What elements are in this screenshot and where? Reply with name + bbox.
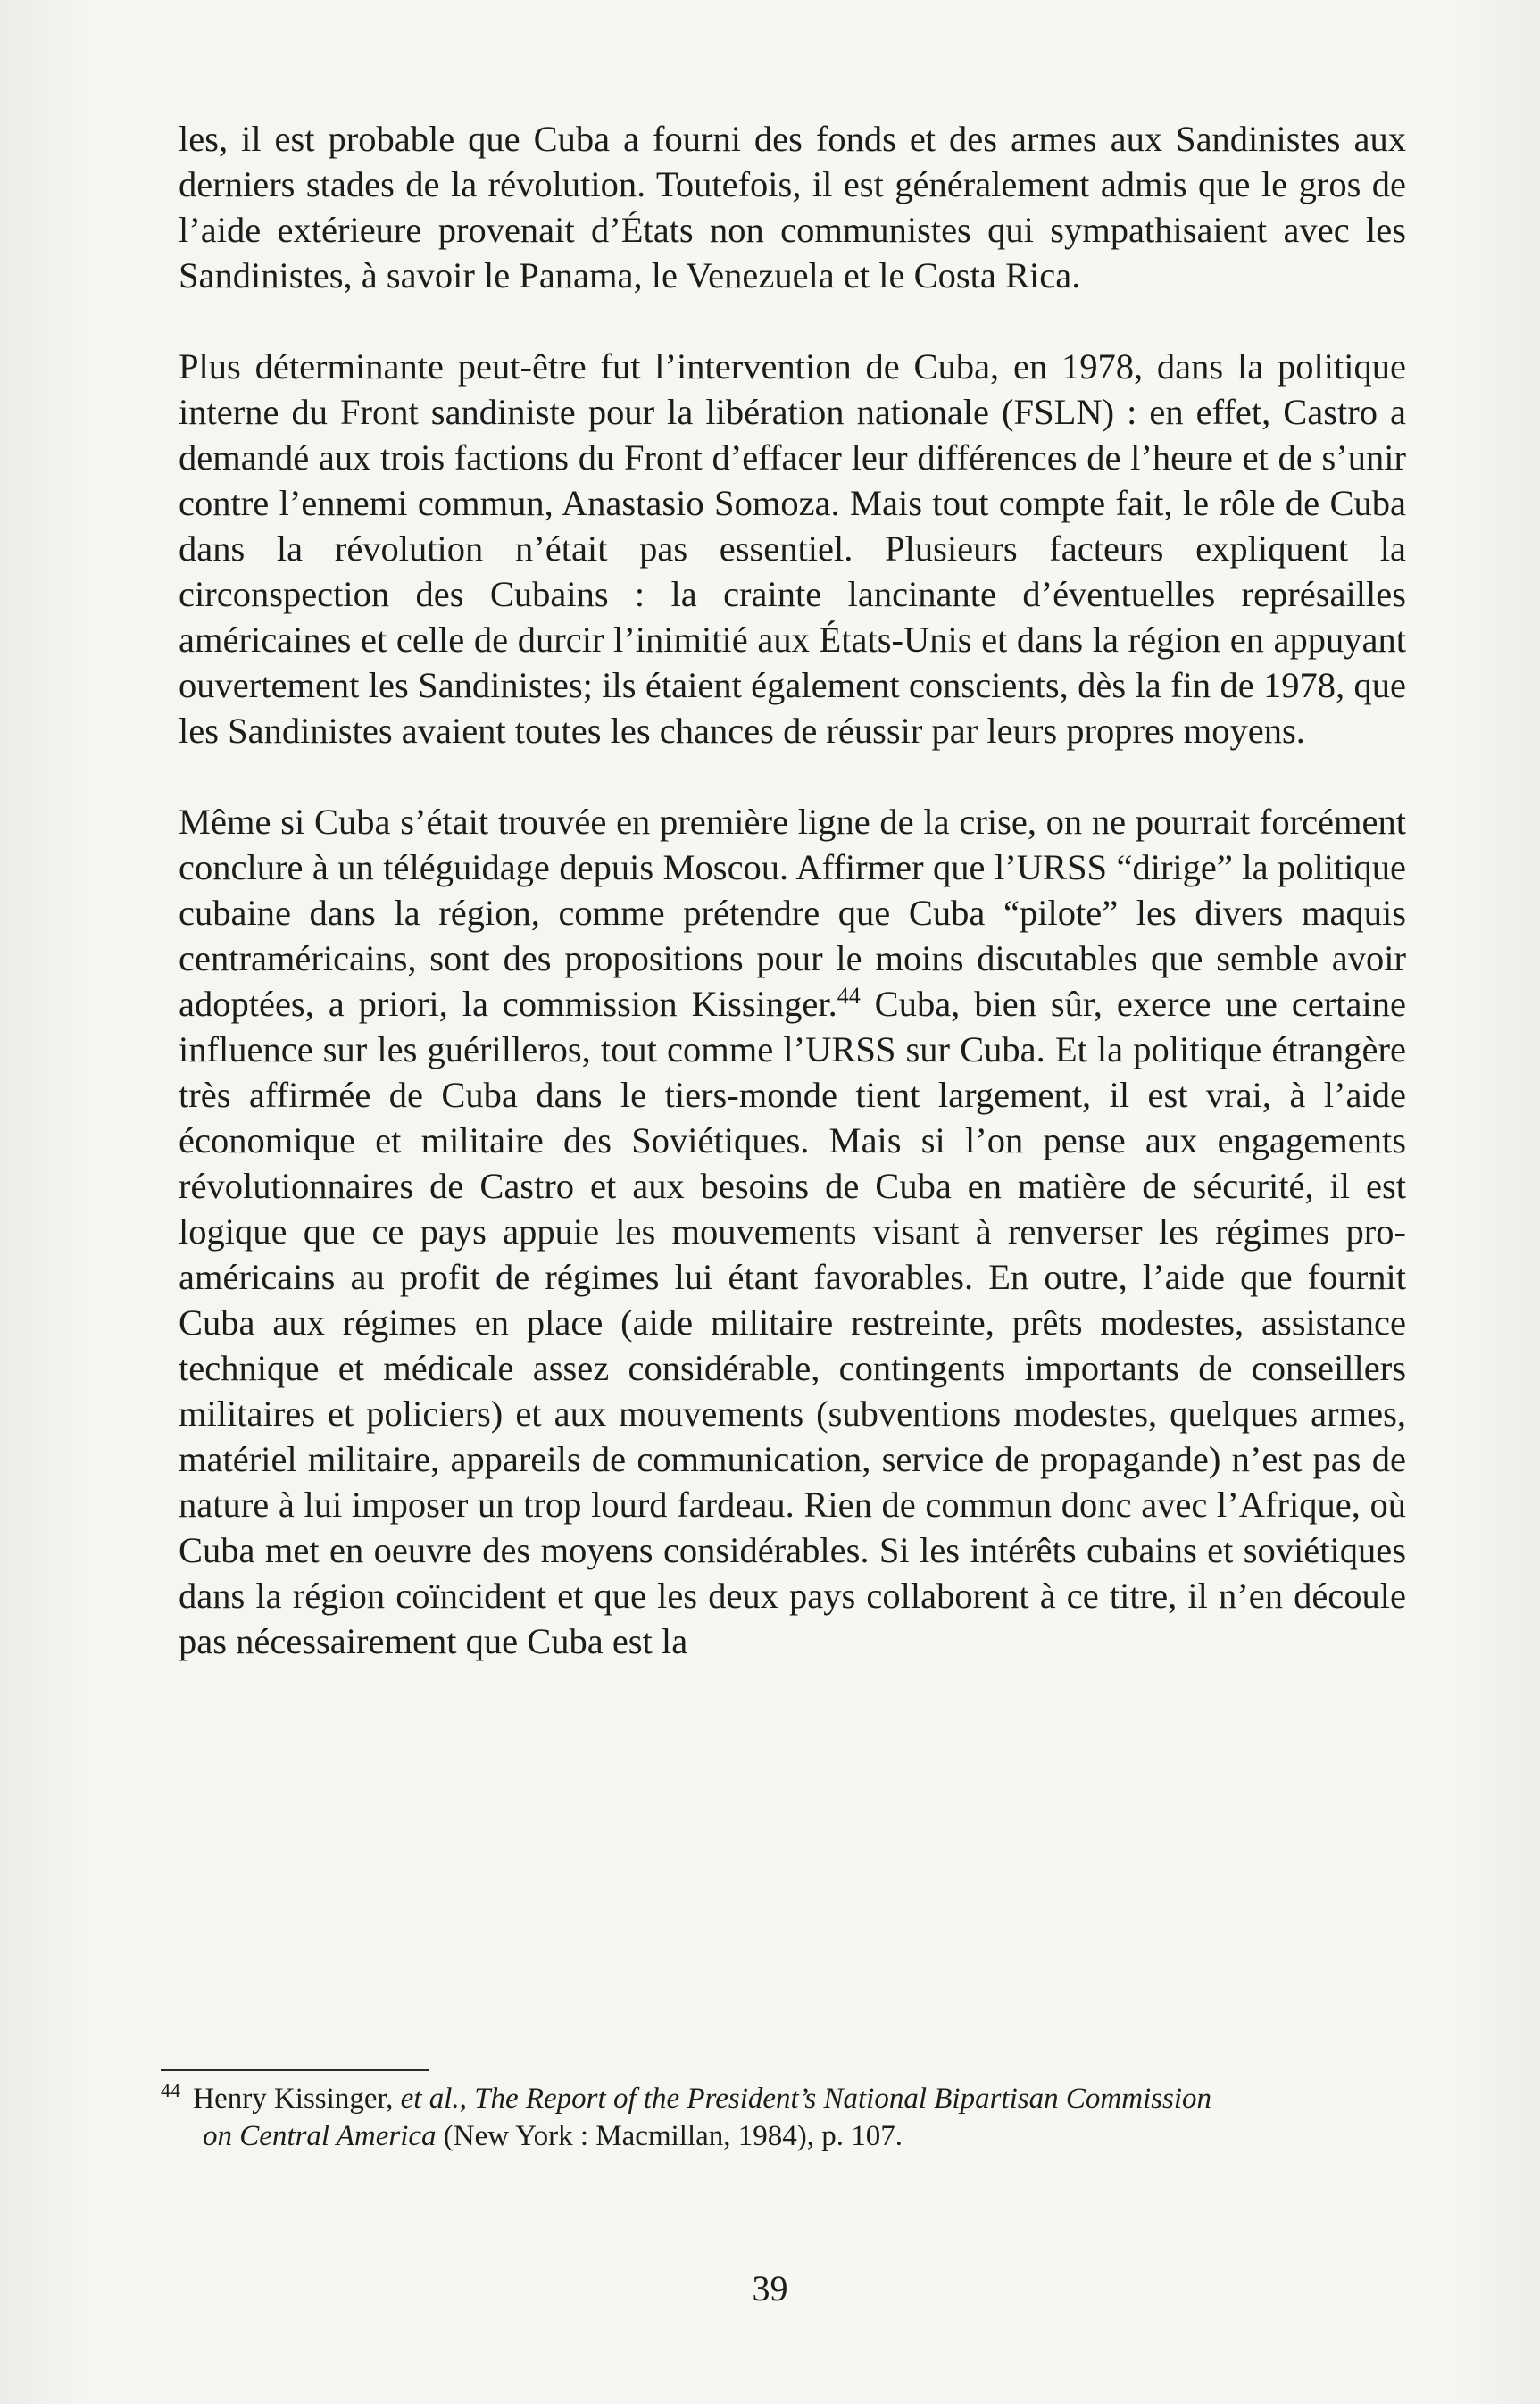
footnote-line-2: [161, 2117, 1406, 2155]
footnote-separator: ,: [459, 2083, 475, 2115]
footnote-number: 44: [161, 2079, 180, 2101]
footnote-reference[interactable]: 44: [837, 983, 861, 1009]
footnote: [161, 2080, 1406, 2155]
paragraph-1: les, il est probable que Cuba a fourni des fonds et des armes aux Sandinistes aux derniers stades de la révolution. Toutefois, il est généralement admis que le gros de l’aide extérieure provenait d’États non communistes qui sympathisaient avec les Sandinistes, à savoir le Panama, le Venezuela et le Costa Rica.: [179, 119, 1406, 295]
footnote-et-al: et al.: [400, 2083, 460, 2115]
footnote-line-1: [161, 2080, 1406, 2117]
footnote-title-part-2: on Central America: [203, 2120, 437, 2152]
footnote-divider: [161, 2069, 429, 2071]
paragraph-2: Plus déterminante peut-être fut l’intervention de Cuba, en 1978, dans la politique interne du Front sandiniste pour la libération nationale (FSLN) : en effet, Castro a demandé aux trois factions du Front d’effacer leur différences de l’heure et de s’unir contre l’ennemi commun, Anastasio Somoza. Mais tout compte fait, le rôle de Cuba dans la révolution n’était pas essentiel. Plusieurs facteurs expliquent la circonspection des Cubains : la crainte lancinante d’éventuelles représailles américaines et celle de durcir l’inimitié aux États-Unis et dans la région en appuyant ouvertement les Sandinistes; ils étaient également conscients, dès la fin de 1978, que les Sandinistes avaient toutes les chances de réussir par leurs propres moyens.: [179, 346, 1406, 751]
footnote-publication: (New York : Macmillan, 1984), p. 107.: [436, 2120, 903, 2152]
page-number: 39: [752, 2268, 788, 2308]
paragraph-3: [179, 799, 1406, 1664]
body-text: [179, 116, 1406, 1664]
paragraph-3-text-start: Même si Cuba s’était trouvée en première ligne de la crise, on ne pourrait forcément conclure à un téléguidage depuis Moscou. Affirmer que l’URSS “dirige” la politique cubaine dans la région, comme prétendre que Cuba “pilote” les divers maquis centraméricains, sont des propositions pour le moins discutables que semble avoir adoptées, a priori, la commission Kissinger.: [179, 802, 1406, 1024]
footnote-title-part-1: The Report of the President’s National Bipartisan Commission: [474, 2083, 1212, 2115]
footnote-author: Henry Kissinger,: [186, 2083, 401, 2115]
paragraph-3-text-end: Cuba, bien sûr, exerce une certaine influence sur les guérilleros, tout comme l’URSS sur Cuba. Et la politique étrangère très affirmée de Cuba dans le tiers-monde tient largement, il est vrai, à l’aide économique et militaire des Soviétiques. Mais si l’on pense aux engagements révolutionnaires de Castro et aux besoins de Cuba en matière de sécurité, il est logique que ce pays appuie les mouvements visant à renverser les régimes pro-américains au profit de régimes lui étant favorables. En outre, l’aide que fournit Cuba aux régimes en place (aide militaire restreinte, prêts modestes, assistance technique et médicale assez considérable, contingents importants de conseillers militaires et policiers) et aux mouvements (subventions modestes, quelques armes, matériel militaire, appareils de communication, service de propagande) n’est pas de nature à lui imposer un trop lourd fardeau. Rien de commun donc avec l’Afrique, où Cuba met en oeuvre des moyens considérables. Si les intérêts cubains et soviétiques dans la région coïncident et que les deux pays collaborent à ce titre, il n’en découle pas nécessairement que Cuba est la: [179, 984, 1406, 1661]
